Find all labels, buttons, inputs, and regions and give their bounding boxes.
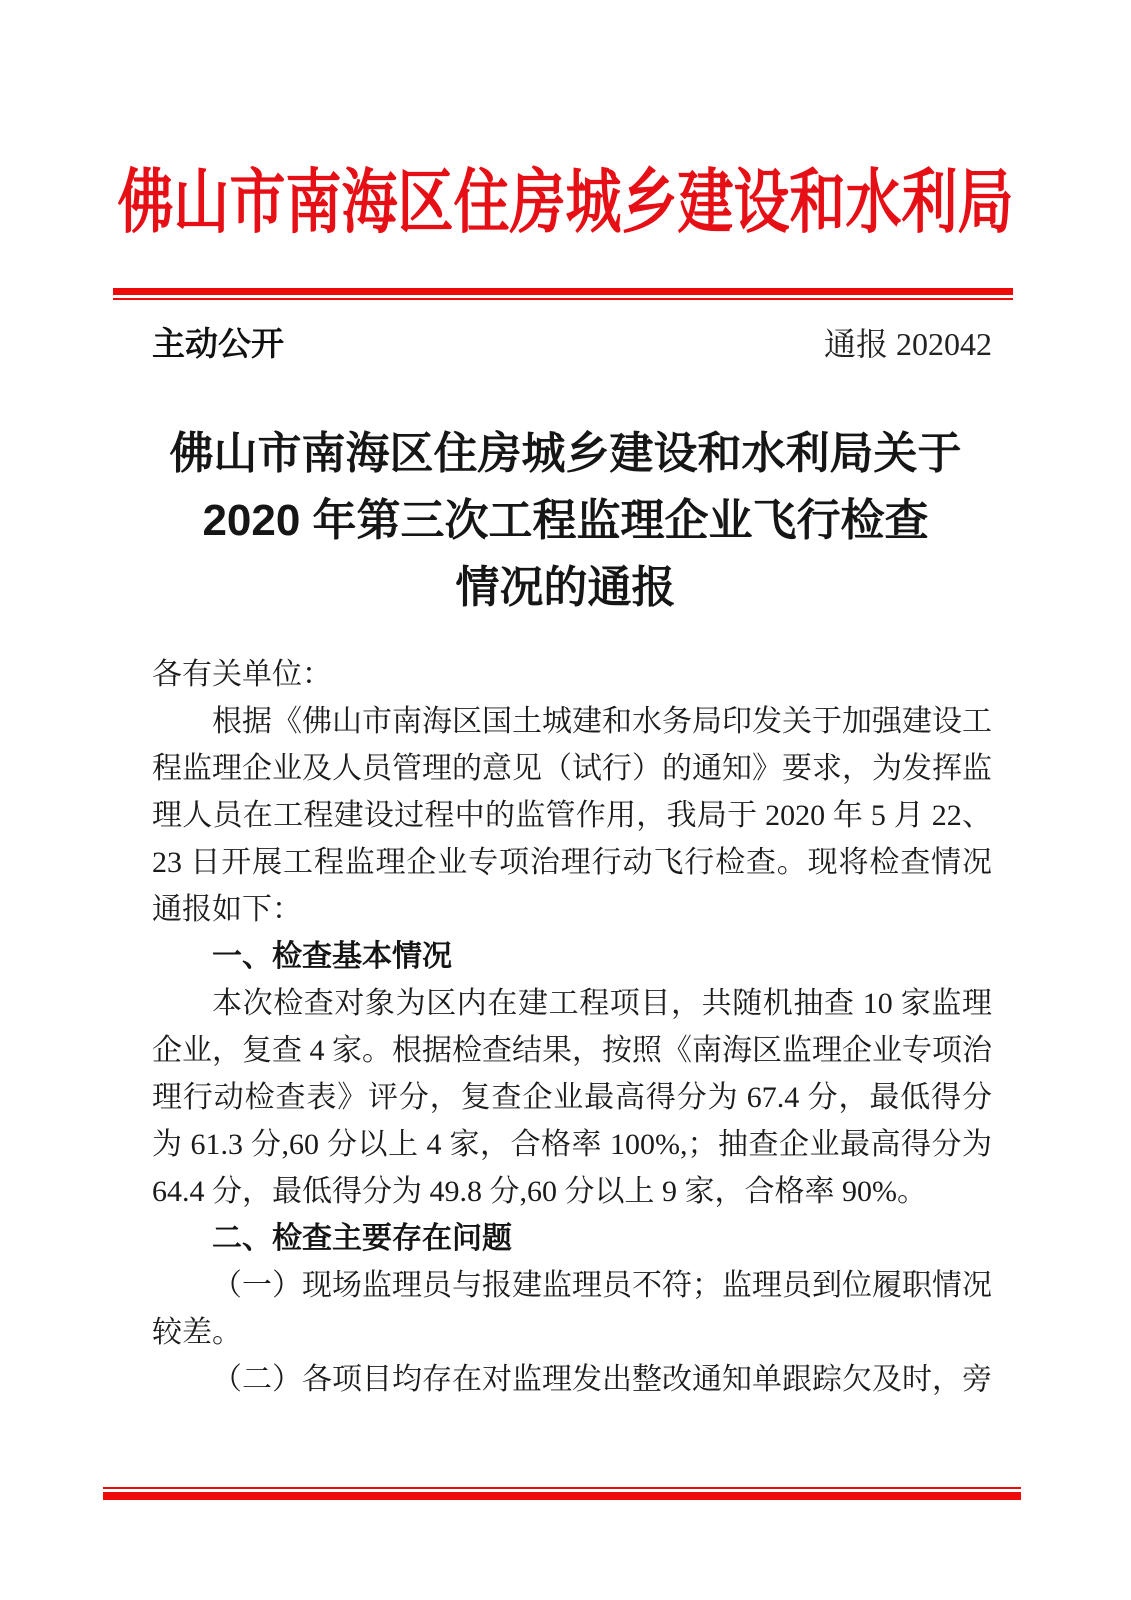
section2-item2: （二）各项目均存在对监理发出整改通知单跟踪欠及时，旁 — [212, 1363, 992, 1396]
agency-masthead: 佛山市南海区住房城乡建设和水利局 — [117, 163, 1014, 241]
red-rule-top-thin — [113, 298, 1013, 300]
red-rule-bottom-thick — [103, 1492, 1021, 1500]
section2-heading: 二、检查主要存在问题 — [212, 1222, 512, 1255]
document-title-line1: 佛山市南海区住房城乡建设和水利局关于 — [169, 429, 962, 478]
red-rule-top — [113, 288, 1013, 300]
section1-heading: 一、检查基本情况 — [212, 940, 452, 973]
document-title-line3: 情况的通报 — [455, 563, 676, 612]
disclosure-label: 主动公开 — [152, 325, 284, 362]
doc-number: 通报 202042 — [823, 326, 992, 362]
red-rule-bottom-thin — [103, 1487, 1021, 1489]
intro-paragraph: 根据《佛山市南海区国土城建和水务局印发关于加强建设工程监理企业及人员管理的意见（试行）的通知》要求，为发挥监理人员在工程建设过程中的监管作用，我局于 2020 年 5 月 22、23 日开展工程监理企业专项治理行动飞行检查。现将检查情况通报如下： — [152, 705, 992, 926]
salutation: 各有关单位： — [152, 658, 332, 691]
document-body — [152, 651, 992, 1403]
document-title — [0, 420, 1131, 621]
section1-paragraph: 本次检查对象为区内在建工程项目，共随机抽查 10 家监理企业，复查 4 家。根据检查结果，按照《南海区监理企业专项治理行动检查表》评分，复查企业最高得分为 67.4 分，最低得分为 61.3 分,60 分以上 4 家，合格率 100%,；抽查企业最高得分为 64.4 分，最低得分为 49.8 分,60 分以上 9 家，合格率 90%。 — [152, 987, 992, 1208]
meta-row — [152, 318, 992, 365]
section2-item1: （一）现场监理员与报建监理员不符；监理员到位履职情况较差。 — [152, 1269, 992, 1349]
document-title-line2: 2020 年第三次工程监理企业飞行检查 — [202, 496, 929, 545]
red-rule-bottom — [103, 1487, 1021, 1500]
red-rule-top-thick — [113, 288, 1013, 295]
